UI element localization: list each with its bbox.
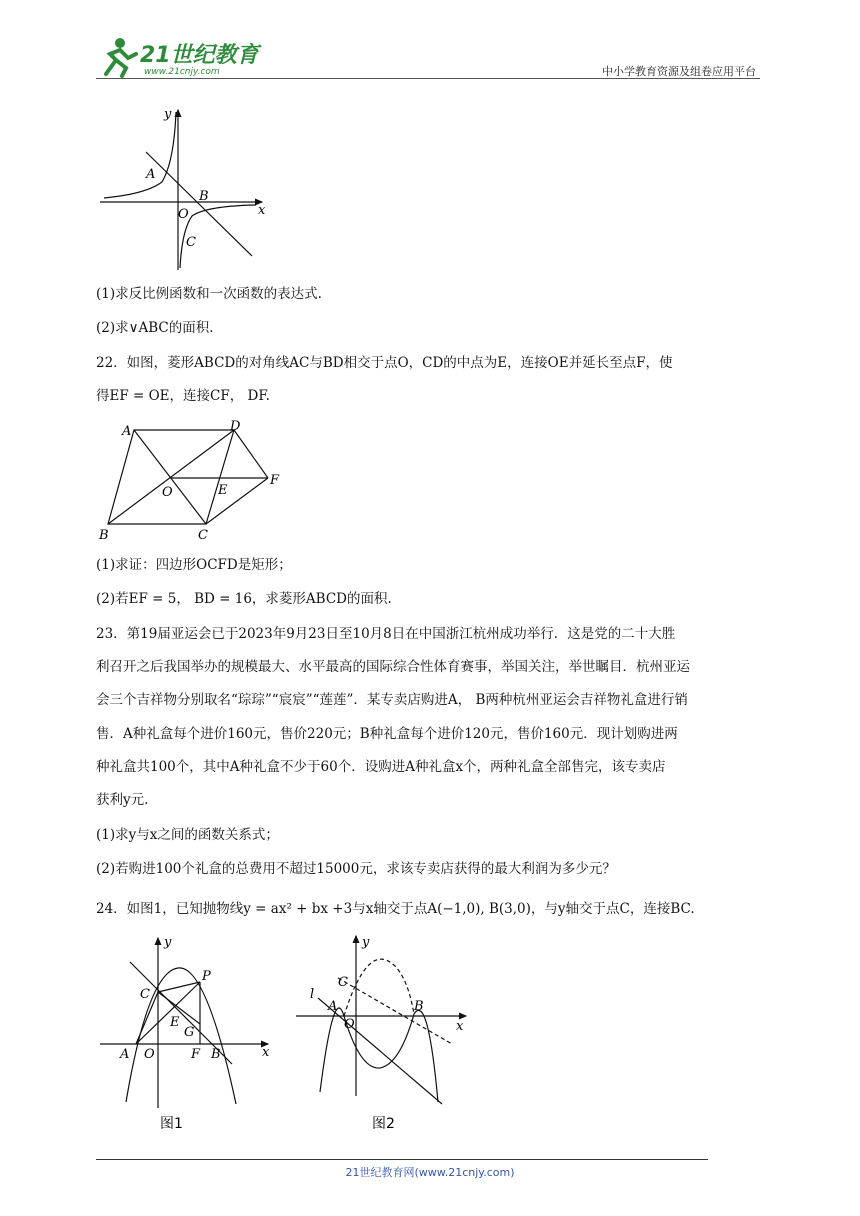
q23-line1: 23．第19届亚运会已于2023年9月23日至10月8日在中国浙江杭州成功举行．这是党的二十大胜: [96, 626, 676, 642]
label-E: E: [170, 1015, 180, 1030]
label-C: C: [186, 235, 196, 250]
label-O: O: [162, 485, 173, 500]
figure-caption-1: 图1: [160, 1116, 183, 1132]
diagonal-BD: [108, 430, 234, 524]
page-header: [96, 30, 760, 80]
q22-part1: (1)求证：四边形OCFD是矩形；: [96, 557, 292, 573]
label-B: B: [211, 1047, 221, 1062]
q23-part1: (1)求y与x之间的函数关系式；: [96, 827, 279, 843]
label-x: x: [456, 1019, 464, 1034]
q24-line1: 24．如图1，已知抛物线y = ax² + bx +3与x轴交于点A(−1,0), B(3,0)，与y轴交于点C，连接BC.: [96, 901, 695, 917]
label-P: P: [202, 969, 211, 984]
parabola-reflected: [320, 1008, 438, 1102]
figure-hyperbola: [96, 102, 276, 274]
label-E: E: [218, 483, 228, 498]
segment-CP: [158, 982, 200, 992]
label-B: B: [414, 999, 424, 1014]
q21-part1: (1)求反比例函数和一次函数的表达式.: [96, 286, 322, 302]
label-A: A: [146, 167, 156, 182]
q22-line2: 得EF = OE，连接CF， DF.: [96, 388, 270, 404]
q23-part2: (2)若购进100个礼盒的总费用不超过15000元，求该专卖店获得的最大利润为多少元？: [96, 861, 616, 877]
figure-rhombus: [96, 418, 296, 543]
footer-divider: [96, 1159, 708, 1160]
label-A: A: [122, 424, 132, 439]
label-C: C: [338, 975, 348, 990]
label-A: A: [328, 999, 338, 1014]
header-platform-text: 中小学教育资源及组卷应用平台: [602, 65, 756, 78]
figure-parabola-2: [290, 932, 480, 1132]
runner-icon: [106, 38, 136, 76]
q23-line3: 会三个吉祥物分别取名“琮琮”“宸宸”“莲莲”．某专卖店购进A， B两种杭州亚运会吉祥物礼盒进行销: [96, 692, 688, 708]
q21-part2: (2)求∨ABC的面积.: [96, 320, 214, 336]
linear-function-line: [146, 152, 252, 256]
label-F: F: [270, 473, 280, 488]
label-y: y: [362, 935, 370, 950]
q23-line4: 售．A种礼盒每个进价160元，售价220元；B种礼盒每个进价120元，售价160元．现计划购进两: [96, 726, 678, 742]
label-y: y: [164, 935, 172, 950]
label-x: x: [258, 203, 266, 218]
label-l: l: [310, 987, 315, 1002]
label-B: B: [199, 189, 209, 204]
segment-CF: [206, 478, 268, 524]
label-F: F: [191, 1047, 201, 1062]
label-A: A: [120, 1047, 130, 1062]
label-O: O: [344, 1017, 355, 1032]
label-O: O: [144, 1047, 155, 1062]
footer-link[interactable]: 21世纪教育网(www.21cnjy.com): [345, 1166, 515, 1179]
figure-caption-2: 图2: [372, 1116, 395, 1132]
label-D: D: [230, 419, 241, 434]
q23-line2: 利召开之后我国举办的规模最大、水平最高的国际综合性体育赛事，举国关注，举世瞩目．杭州亚运: [96, 659, 690, 675]
q23-line6: 获利y元.: [96, 792, 149, 808]
header-divider: [96, 78, 760, 79]
q23-line5: 种礼盒共100个，其中A种礼盒不少于60个．设购进A种礼盒x个，两种礼盒全部售完，该专卖店: [96, 759, 666, 775]
label-x: x: [262, 1045, 270, 1060]
label-y: y: [164, 107, 172, 122]
figure-parabola-1: [96, 932, 286, 1132]
parabola-dashed: [344, 959, 414, 1016]
site-logo: [96, 34, 266, 78]
line-BC-dashed: [338, 978, 452, 1044]
logo-url: www.21cnjy.com: [144, 67, 220, 77]
q22-part2: (2)若EF = 5， BD = 16，求菱形ABCD的面积.: [96, 591, 392, 607]
label-G: G: [184, 1025, 195, 1040]
label-O: O: [178, 207, 189, 222]
label-C: C: [140, 987, 150, 1002]
segment-DF: [234, 430, 268, 478]
hyperbola-branch-upper: [104, 112, 176, 198]
label-B: B: [99, 528, 109, 543]
q22-line1: 22．如图，菱形ABCD的对角线AC与BD相交于点O，CD的中点为E，连接OE并延长至点F，使: [96, 355, 673, 371]
logo-text: 21世纪教育: [140, 43, 259, 68]
label-C: C: [198, 528, 208, 543]
